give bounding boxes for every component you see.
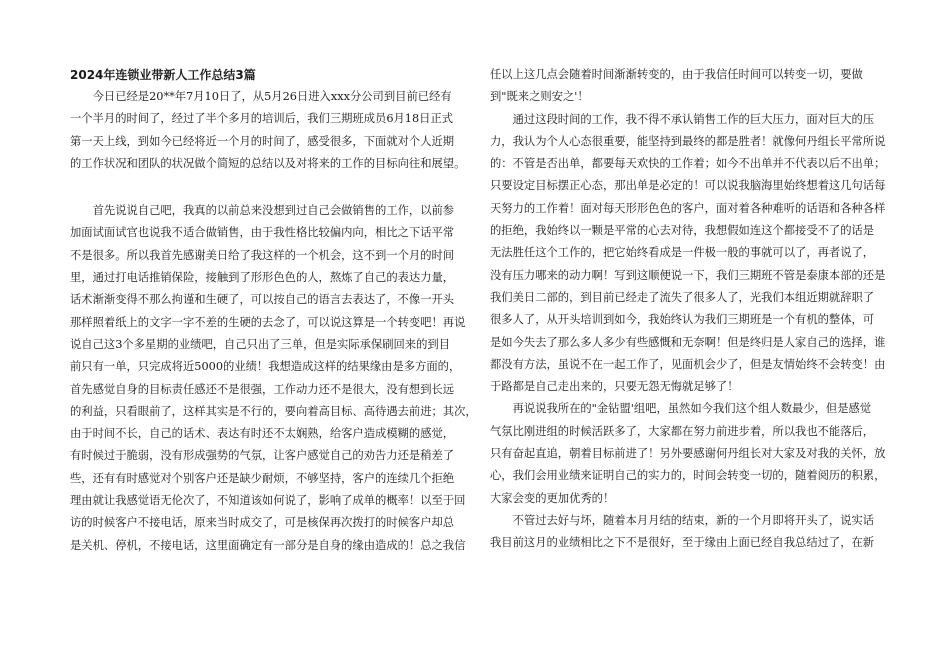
text-line: 的利益，只看眼前了，这样其实是不行的，要向着高目标、高待遇去前进；其次， [70, 404, 477, 418]
text-line: 任以上这几点会随着时间渐渐转变的，由于我信任时间可以转变一切，要做 [490, 68, 863, 81]
text-line: 大家会变的更加优秀的！ [490, 491, 615, 505]
text-line: 通过这段时间的工作，我不得不承认销售工作的巨大压力，面对巨大的压 [490, 112, 875, 126]
left-column [70, 64, 477, 557]
text-line: 不是很多。所以我首先感谢美日给了我这样的一个机会，这不到一个月的时间 [70, 248, 455, 262]
text-line: 不管过去好与坏，随着本月月结的结束，新的一个月即将开头了，说实话 [490, 513, 875, 527]
text-line: 于路都是自己走出来的，只要无怨无悔就足够了！ [490, 380, 739, 394]
text-line: 前只有一单，只完成将近5000的业绩！我想造成这样的结果缘由是多方面的， [70, 360, 461, 374]
text-line: 加面试面试官也说我不适合做销售，由于我性格比较偏内向，相比之下话平常 [70, 226, 455, 240]
text-line: 气氛比刚进组的时候活跃多了，大家都在努力前进步着，所以我也不能落后， [490, 424, 875, 438]
text-line: 我们美日二部的，到目前已经走了流失了很多人了，光我们本组近期就辞职了 [490, 290, 875, 304]
text-line: 的：不管是否出单，都要每天欢快的工作着；如今不出单并不代表以后不出单； [490, 157, 886, 171]
text-line: 有时候过于脆弱，没有形成强势的气氛，让客户感觉自己的劝告力还是稍差了 [70, 449, 455, 463]
text-line: 的拒绝，我始终以一颗是平常的心去对待，我想假如连这个都接受不了的话是 [490, 224, 875, 238]
text-line: 我目前这月的业绩相比之下不是很好，至于缘由上面已经自我总结过了，在新 [490, 536, 875, 550]
text-line: 今日已经是20**年7月10日了，从5月26日进入xxx分公司到目前已经有 [70, 90, 452, 103]
paragraph-team [490, 398, 888, 509]
text-line: 只要设定目标摆正心态，那出单是必定的！可以说我脑海里始终想着这几句话每 [490, 179, 886, 193]
text-line: 些，还有有时感觉对个别客户还是缺少耐烦，不够坚持，客户的连续几个拒绝 [70, 471, 455, 485]
text-line: 那样照着纸上的文字一字不差的生硬的去念了，可以说这算是一个转变吧！再说 [70, 315, 466, 329]
paragraph-continuation [490, 64, 888, 109]
paragraph-intro [70, 86, 468, 175]
text-line: 首先说说自己吧，我真的以前总来没想到过自己会做销售的工作，以前参 [70, 204, 455, 218]
text-line: 是关机、停机，不接电话，这里面确定有一部分是自身的缘由造成的！总之我信 [70, 538, 466, 552]
text-line: 天努力的工作着！面对每天形形色色的客户，面对着各种难听的话语和各种各样 [490, 201, 886, 215]
text-line: 是如今失去了那么多人多少有些感慨和无奈啊！但是终归是人家自己的选择，谁 [490, 335, 886, 349]
text-line: 的工作状况和团队的状况做个简短的总结以及对将来的工作的目标向往和展望。 [70, 156, 466, 170]
text-line: 里，通过打电话推销保险，接触到了形形色色的人，熬炼了自己的表达力量， [70, 271, 455, 285]
paragraph-pressure [490, 109, 888, 399]
text-line: 理由就让我感觉语无伦次了，不知道该如何说了，影响了成单的概率！以至于回 [70, 494, 466, 508]
text-line: 说自己这3个多星期的业绩吧，自己只出了三单，但是实际承保刷回来的到目 [70, 337, 450, 351]
text-line: 都没有方法，虽说不在一起工作了，见面机会少了，但是友情始终不会转变！由 [490, 357, 886, 371]
text-line: 心，我们会用业绩来证明自己的实力的，时间会转变一切的，随着阅历的积累， [490, 469, 886, 483]
text-line: 话术渐渐变得不那么拘谨和生硬了，可以按自己的语言去表达了，不像一开头 [70, 293, 455, 307]
text-line: 一个半月的时间了，经过了半个多月的培训后，我们三期班成员6月18日正式 [70, 112, 454, 126]
text-line: 到"既来之则安之'！ [490, 90, 589, 104]
text-line: 第一天上线，到如今已经将近一个月的时间了，感受很多，下面就对个人近期 [70, 134, 455, 148]
text-line: 很多人了，从开头培训到如今，我始终认为我们三期班是一个有机的整体，可 [490, 313, 875, 327]
paragraph-self-review [70, 200, 477, 557]
document-title: 2024年连锁业带新人工作总结3篇 [70, 68, 256, 82]
text-line: 力，我认为个人心态很重要，能坚持到最终的都是胜者！就像何丹组长平常所说 [490, 134, 886, 148]
right-column [490, 64, 888, 555]
text-line: 由于时间不长，自己的话术、表达有时还不太娴熟，给客户造成模糊的感觉， [70, 427, 455, 441]
text-line: 只有奋起直追，朝着目标前进了！另外要感谢何丹组长对大家及对我的关怀，放 [490, 447, 886, 461]
text-line: 再说说我所在的"金钻盟'组吧，虽然如今我们这个组人数最少，但是感觉 [490, 402, 872, 416]
text-line: 无法胜任这个工作的，把它始终看成是一件极一般的事就可以了，再者说了， [490, 246, 875, 260]
text-line: 访的时候客户不接电话，原来当时成交了，可是核保再次拨打的时候客户却总 [70, 516, 455, 530]
paragraph-spacer [70, 175, 468, 200]
text-line: 首先感觉自身的目标责任感还不是很强，工作动力还不是很大，没有想到长远 [70, 382, 455, 396]
text-line: 没有压力哪来的动力啊！写到这顺便说一下，我们三期班不管是泰康本部的还是 [490, 268, 886, 282]
paragraph-outlook [490, 510, 888, 555]
